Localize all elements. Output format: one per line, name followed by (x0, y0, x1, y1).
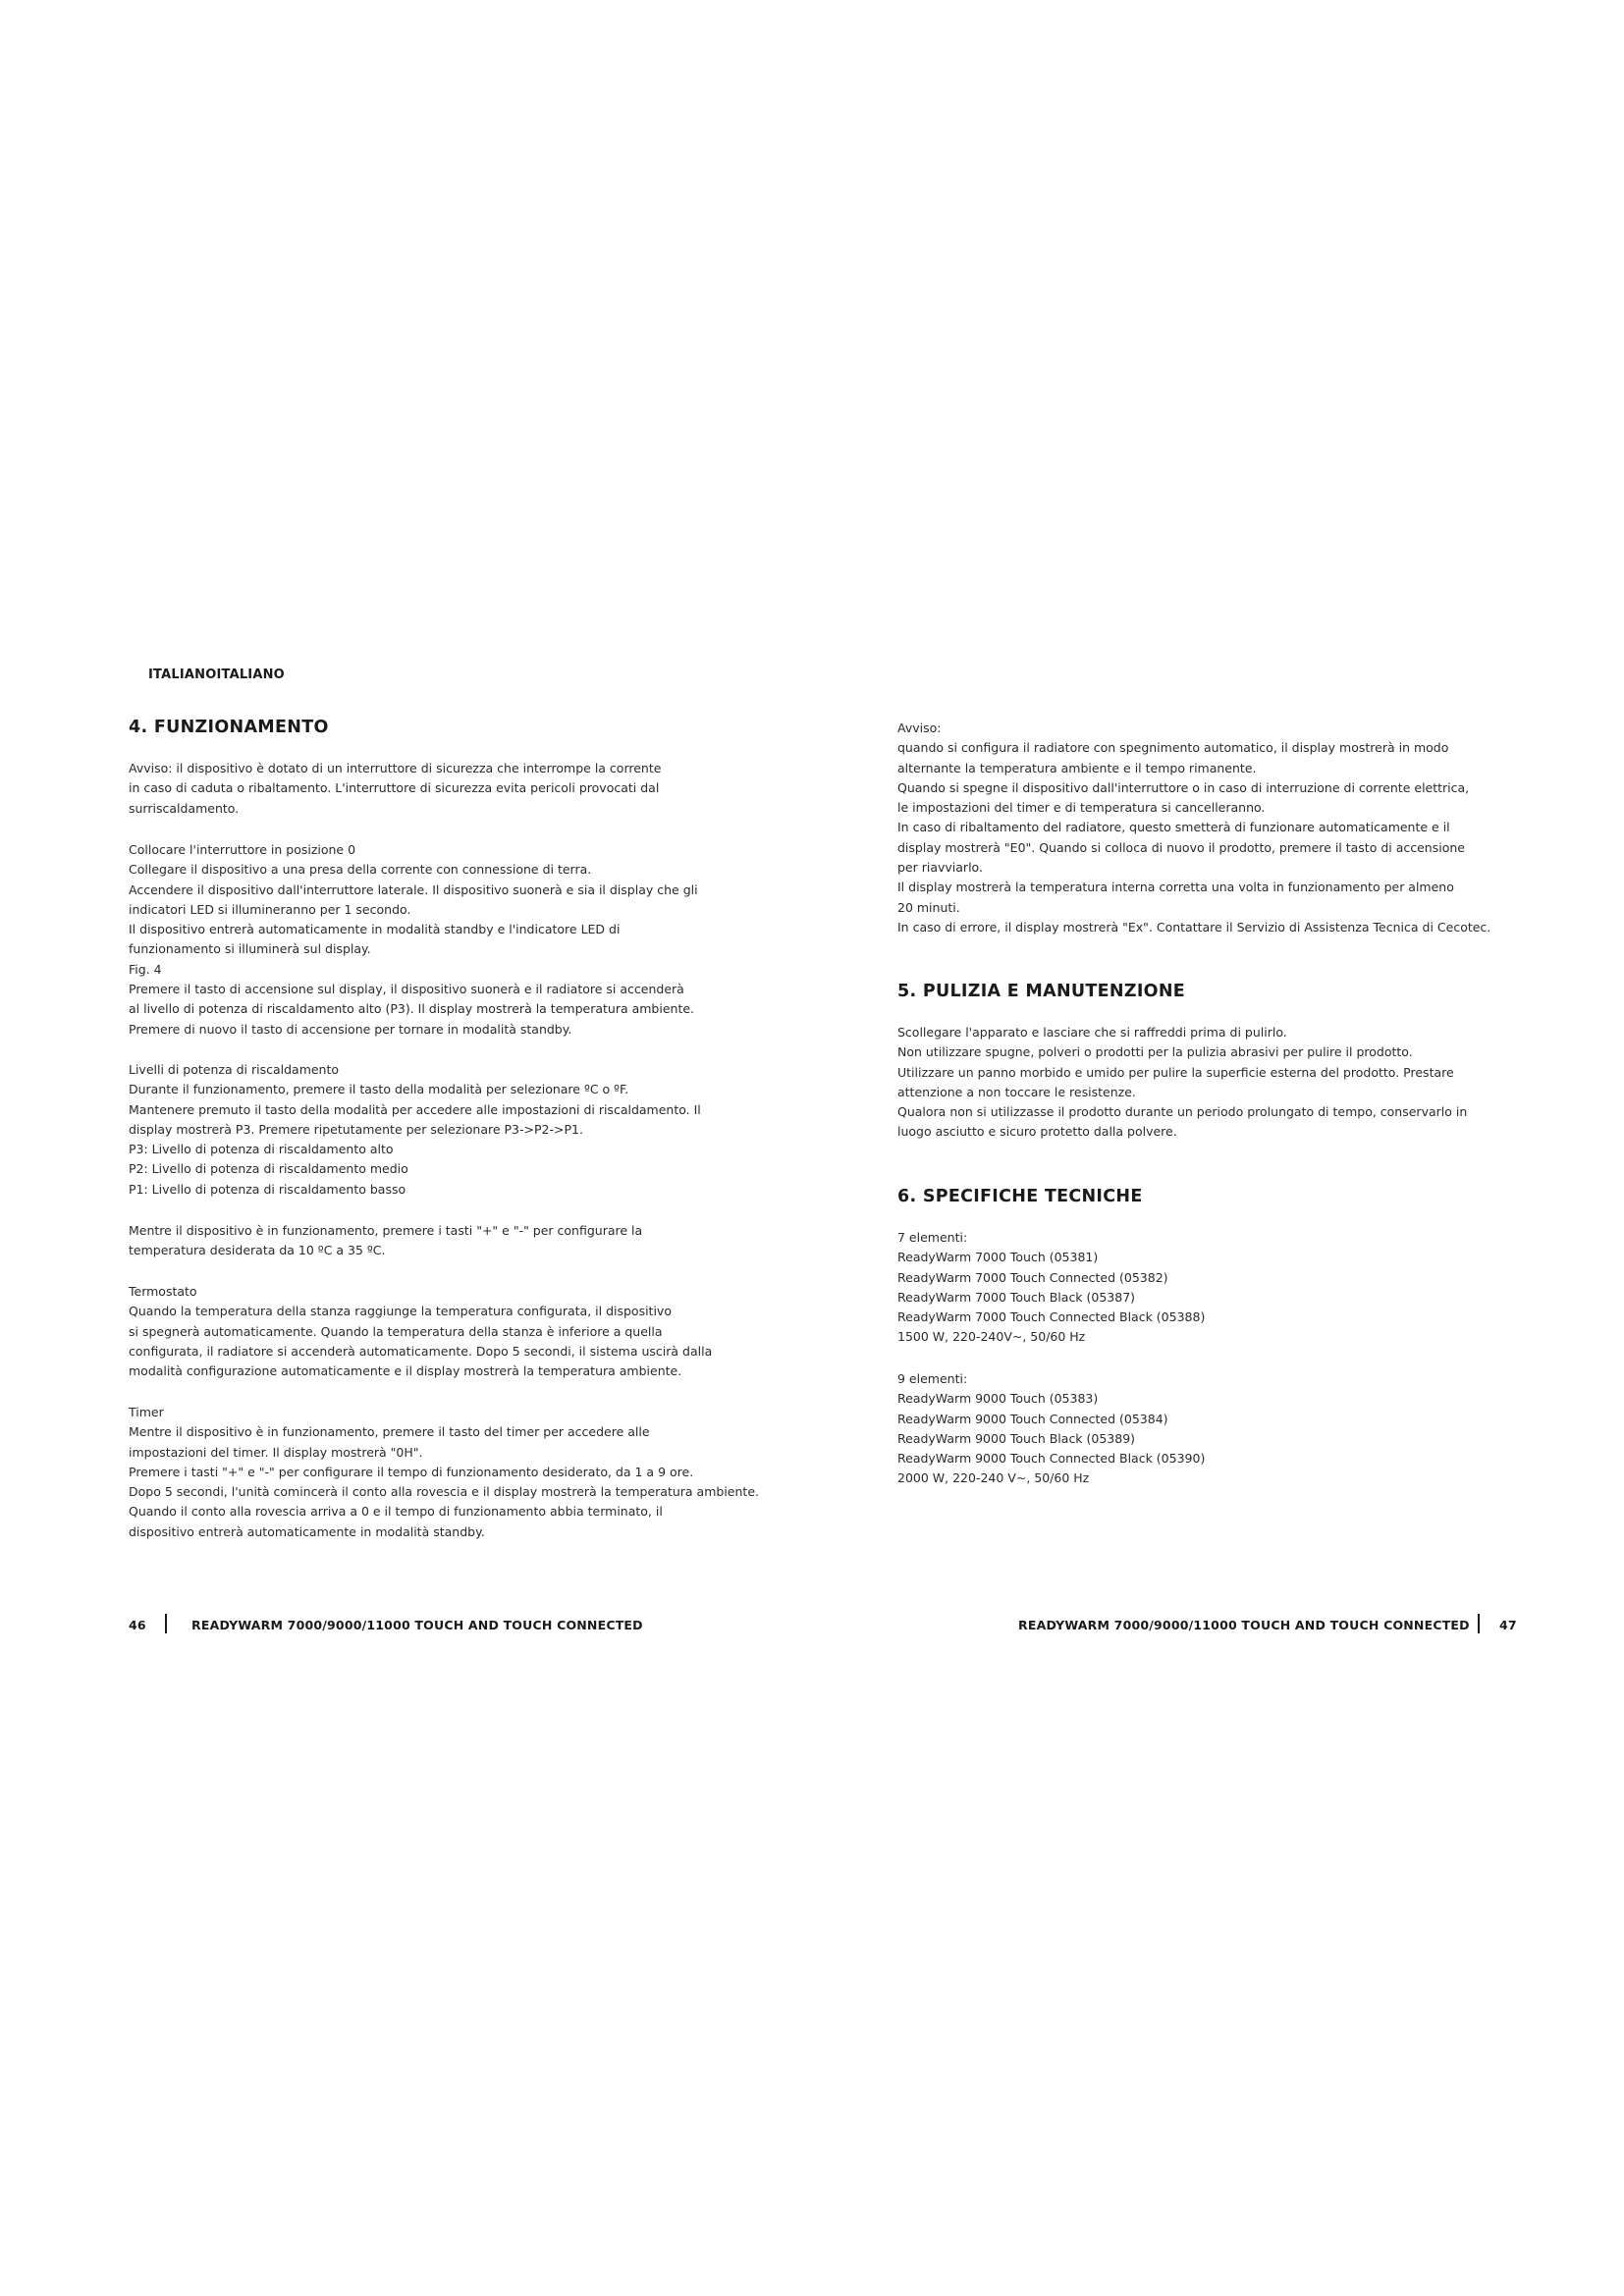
text-line: Quando il conto alla rovescia arriva a 0 e il tempo di funzionamento abbia terminato, il (129, 1504, 663, 1520)
text-line: display mostrerà P3. Premere ripetutamente per selezionare P3->P2->P1. (129, 1121, 583, 1137)
text-line: 1500 W, 220-240V~, 50/60 Hz (897, 1329, 1086, 1345)
text-line: 9 elementi: (897, 1371, 968, 1386)
text-line: display mostrerà "E0". Quando si colloca di nuovo il prodotto, premere il tasto di accensione (897, 839, 1465, 855)
text-line: Mentre il dispositivo è in funzionamento, premere il tasto del timer per accedere alle (129, 1424, 650, 1440)
text-line: 20 minuti. (897, 899, 960, 915)
text-line: ReadyWarm 7000 Touch (05381) (897, 1250, 1099, 1265)
text-line: ReadyWarm 9000 Touch Connected Black (05390) (897, 1451, 1206, 1467)
text-line: In caso di errore, il display mostrerà "Ex". Contattare il Servizio di Assistenza Tecnica di Cecotec. (897, 919, 1491, 934)
text-line: per riavviarlo. (897, 860, 983, 876)
paragraph-pulizia (897, 1023, 1467, 1143)
paragraph-temperature (129, 1221, 642, 1261)
text-line: si spegnerà automaticamente. Quando la temperatura della stanza è inferiore a quella (129, 1323, 663, 1339)
footer-divider-left (165, 1614, 167, 1633)
text-line: Durante il funzionamento, premere il tasto della modalità per selezionare ºC o ºF. (129, 1082, 629, 1097)
text-line: P3: Livello di potenza di riscaldamento alto (129, 1142, 394, 1157)
text-line: Termostato (129, 1284, 197, 1299)
text-line: attenzione a non toccare le resistenze. (897, 1084, 1136, 1099)
text-line: le impostazioni del timer e di temperatura si cancelleranno. (897, 800, 1266, 816)
footer-divider-right (1478, 1614, 1480, 1633)
text-line: Dopo 5 secondi, l'unità comincerà il conto alla rovescia e il display mostrerà la temperatura ambiente. (129, 1484, 759, 1500)
text-line: dispositivo entrerà automaticamente in modalità standby. (129, 1523, 485, 1539)
paragraph-timer (129, 1403, 759, 1542)
paragraph-livelli (129, 1060, 701, 1200)
text-line: Utilizzare un panno morbido e umido per pulire la superficie esterna del prodotto. Prestare (897, 1064, 1454, 1080)
page-number-left: 46 (129, 1618, 146, 1632)
text-line: 7 elementi: (897, 1230, 968, 1245)
text-line: ReadyWarm 7000 Touch Black (05387) (897, 1289, 1136, 1305)
text-line: Livelli di potenza di riscaldamento (129, 1062, 340, 1077)
text-line: Premere di nuovo il tasto di accensione per tornare in modalità standby. (129, 1021, 572, 1037)
text-line: In caso di ribaltamento del radiatore, questo smetterà di funzionare automaticamente e il (897, 820, 1450, 835)
footer-title-right: READYWARM 7000/9000/11000 TOUCH AND TOUCH CONNECTED (1018, 1618, 1470, 1632)
text-line: Qualora non si utilizzasse il prodotto durante un periodo prolungato di tempo, conservarlo in (897, 1104, 1468, 1120)
text-line: funzionamento si illuminerà sul display. (129, 941, 371, 957)
text-line: impostazioni del timer. Il display mostrerà "0H". (129, 1444, 423, 1460)
text-line: ReadyWarm 7000 Touch Connected Black (05388) (897, 1309, 1206, 1325)
text-line: indicatori LED si illumineranno per 1 secondo. (129, 901, 411, 917)
text-line: Il dispositivo entrerà automaticamente in modalità standby e l'indicatore LED di (129, 922, 621, 937)
text-line: surriscaldamento. (129, 800, 240, 816)
paragraph-avviso (129, 759, 661, 819)
text-line: luogo asciutto e sicuro protetto dalla polvere. (897, 1124, 1177, 1140)
text-line: Quando la temperatura della stanza raggiunge la temperatura configurata, il dispositivo (129, 1304, 672, 1319)
text-line: Avviso: (897, 721, 942, 735)
text-line: Quando si spegne il dispositivo dall'interruttore o in caso di interruzione di corrente elettrica, (897, 779, 1470, 795)
text-line: Accendere il dispositivo dall'interruttore laterale. Il dispositivo suonerà e sia il display che gli (129, 881, 698, 897)
section-5-title: 5. PULIZIA E MANUTENZIONE (897, 982, 1186, 1001)
text-line: Avviso: il dispositivo è dotato di un interruttore di sicurezza che interrompe la corrente (129, 761, 662, 775)
section-6-title: 6. SPECIFICHE TECNICHE (897, 1187, 1143, 1206)
text-line: ReadyWarm 9000 Touch Black (05389) (897, 1430, 1136, 1446)
text-line: modalità configurazione automaticamente e il display mostrerà la temperatura ambiente. (129, 1363, 682, 1379)
text-line: configurata, il radiatore si accenderà automaticamente. Dopo 5 secondi, il sistema uscirà dalla (129, 1343, 713, 1359)
language-label: ITALIANOITALIANO (148, 667, 285, 682)
text-line: ReadyWarm 9000 Touch (05383) (897, 1391, 1099, 1407)
spec-7-elements (897, 1228, 1205, 1348)
footer-title-left: READYWARM 7000/9000/11000 TOUCH AND TOUCH CONNECTED (191, 1618, 643, 1632)
paragraph-collocare (129, 840, 698, 1040)
text-line: 2000 W, 220-240 V~, 50/60 Hz (897, 1470, 1090, 1486)
text-line: Timer (129, 1405, 164, 1419)
paragraph-termostato (129, 1282, 712, 1381)
text-line: ReadyWarm 9000 Touch Connected (05384) (897, 1411, 1168, 1426)
text-line: Collegare il dispositivo a una presa della corrente con connessione di terra. (129, 862, 592, 878)
section-4-title: 4. FUNZIONAMENTO (129, 718, 329, 737)
text-line: Mentre il dispositivo è in funzionamento, premere i tasti "+" e "-" per configurare la (129, 1223, 643, 1238)
page-number-right: 47 (1499, 1618, 1517, 1632)
text-line: P1: Livello di potenza di riscaldamento basso (129, 1181, 406, 1197)
text-line: al livello di potenza di riscaldamento alto (P3). Il display mostrerà la temperatura ambiente. (129, 1001, 695, 1017)
text-line: P2: Livello di potenza di riscaldamento medio (129, 1161, 408, 1177)
text-line: ReadyWarm 7000 Touch Connected (05382) (897, 1269, 1168, 1285)
text-line: Mantenere premuto il tasto della modalità per accedere alle impostazioni di riscaldamento. Il (129, 1101, 701, 1117)
text-line: Scollegare l'apparato e lasciare che si raffreddi prima di pulirlo. (897, 1025, 1287, 1040)
text-line: temperatura desiderata da 10 ºC a 35 ºC. (129, 1243, 386, 1258)
text-line: in caso di caduta o ribaltamento. L'interruttore di sicurezza evita pericoli provocati dal (129, 780, 660, 796)
text-line: Fig. 4 (129, 961, 162, 977)
text-line: Collocare l'interruttore in posizione 0 (129, 842, 356, 857)
text-line: Premere il tasto di accensione sul display, il dispositivo suonerà e il radiatore si accenderà (129, 982, 684, 997)
text-line: quando si configura il radiatore con spegnimento automatico, il display mostrerà in modo (897, 740, 1449, 756)
text-line: Premere i tasti "+" e "-" per configurare il tempo di funzionamento desiderato, da 1 a 9 ore. (129, 1464, 694, 1479)
text-line: alternante la temperatura ambiente e il tempo rimanente. (897, 760, 1257, 775)
spec-9-elements (897, 1369, 1205, 1489)
paragraph-avviso-right (897, 719, 1490, 937)
text-line: Il display mostrerà la temperatura interna corretta una volta in funzionamento per almeno (897, 880, 1454, 895)
text-line: Non utilizzare spugne, polveri o prodotti per la pulizia abrasivi per pulire il prodotto. (897, 1044, 1413, 1060)
